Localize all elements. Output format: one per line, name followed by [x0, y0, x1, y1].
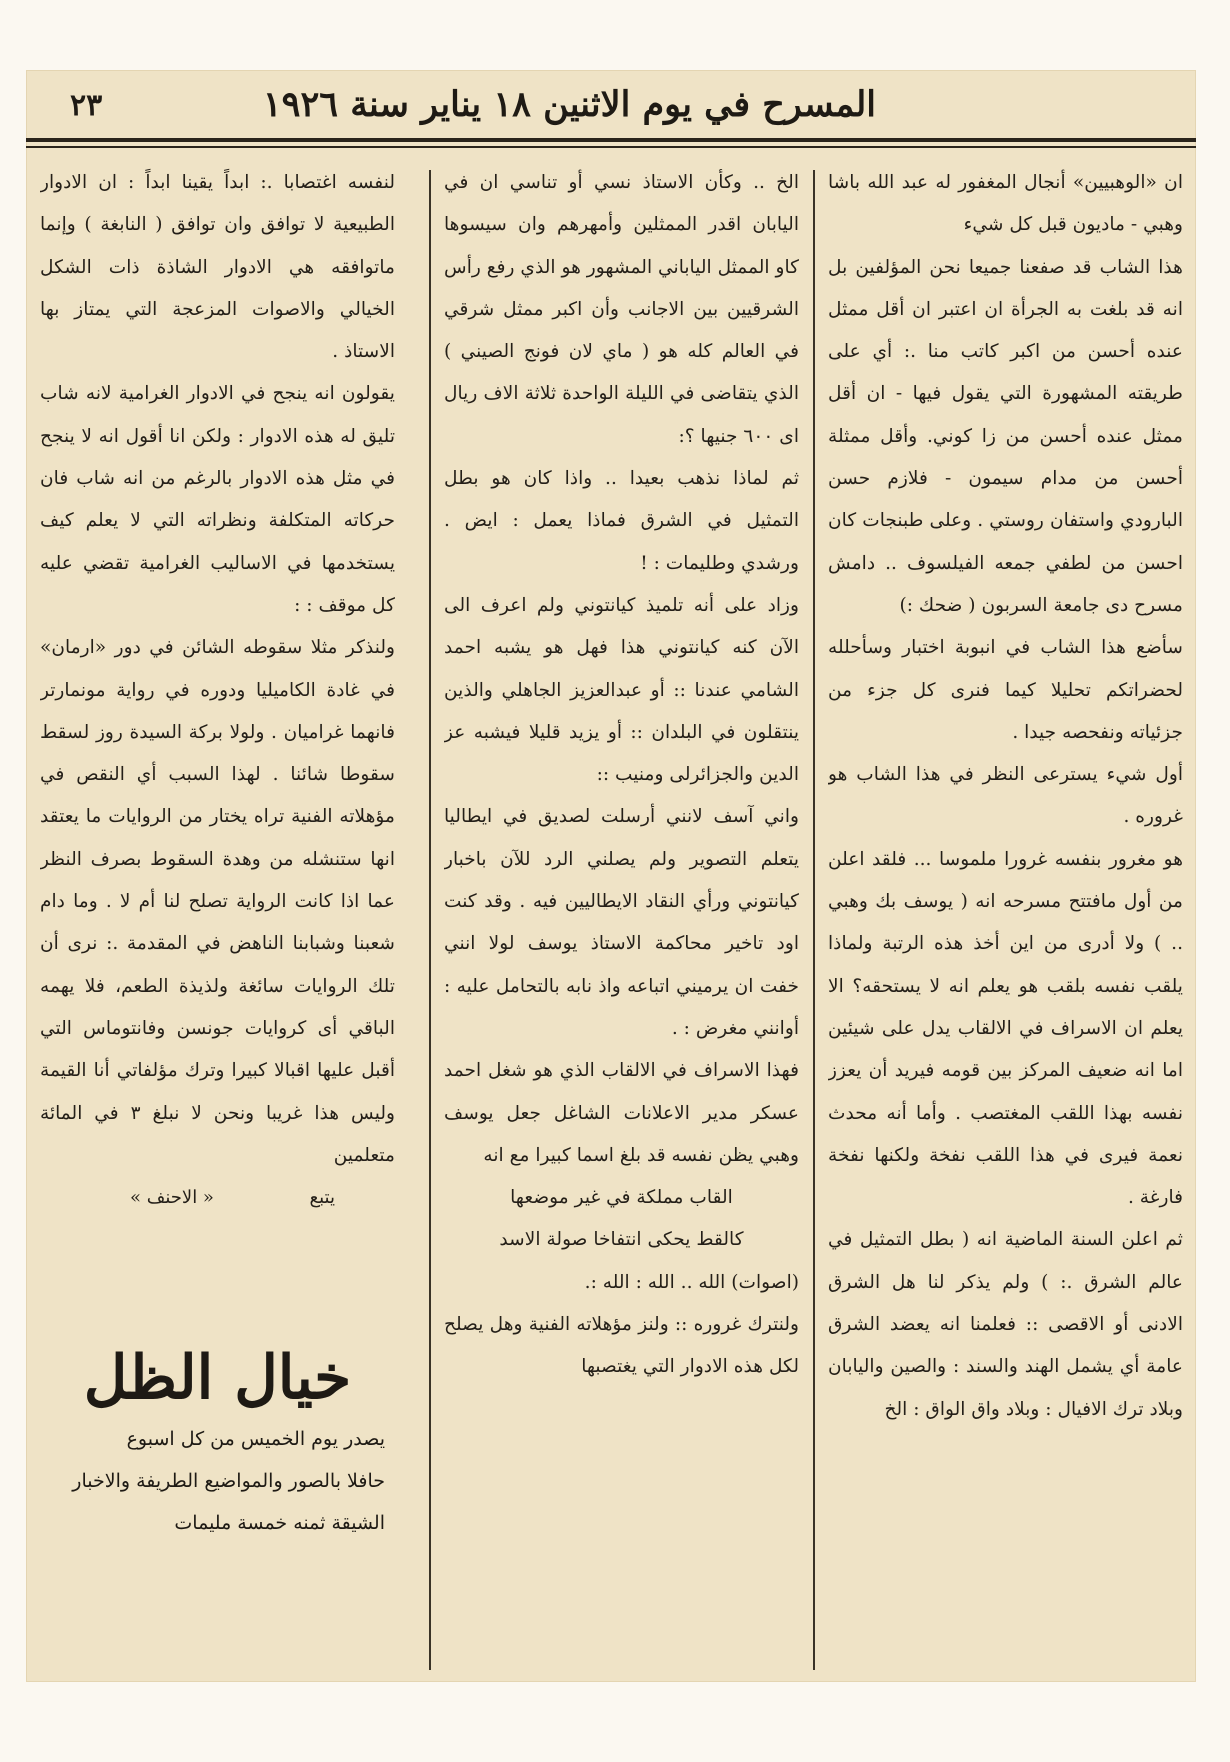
article-column-right [828, 162, 1183, 1672]
article-column-left [40, 162, 395, 1212]
article-footer [40, 1177, 395, 1212]
paragraph: يقولون انه ينجح في الادوار الغرامية لانه شاب تليق له هذه الادوار : ولكن انا أقول انه لا ينجح في مثل هذه الادوار بالرغم من انه شاب فان حركاته المتكلفة ونظراته التي لا يعلم كيف يستخدمها في الاساليب الغرامية تقضي عليه كل موقف : : [40, 383, 395, 616]
continued-label: يتبع [309, 1187, 335, 1209]
paragraph: فهذا الاسراف في الالقاب الذي هو شغل احمد عسكر مدير الاعلانات الشاغل جعل يوسف وهبي يظن نفسه قد بلغ اسما كبيرا مع انه [444, 1060, 799, 1166]
header-rule-thin [26, 146, 1196, 148]
paragraph: هو مغرور بنفسه غرورا ملموسا ... فلقد اعلن من أول مافتتح مسرحه انه ( يوسف بك وهبي .. ) ولا أدرى من اين أخذ هذه الرتبة ولماذا يلقب نفسه بلقب هو يعلم انه لا يستحقه؟ الا يعلم ان الاسراف في الالقاب يدل على شيئين اما انه ضعيف المركز بين قومه فيريد أن يعزز نفسه بهذا اللقب المغتصب . وأما أنه محدث نعمة فيرى في هذا اللقب نفخة ولكنها نفخة فارغة . [828, 848, 1183, 1209]
column-divider [429, 170, 431, 1670]
newspaper-page [26, 70, 1196, 1682]
advert-masthead [40, 1338, 395, 1544]
paragraph: ان «الوهبيين» أنجال المغفور له عبد الله باشا وهبي - ماديون قبل كل شيء [828, 172, 1183, 236]
page-number: ٢٣ [70, 88, 103, 123]
paragraph: (اصوات) الله .. الله : الله :. [584, 1271, 799, 1293]
masthead-line: حافلا بالصور والمواضيع الطريفة والاخبار [72, 1470, 385, 1492]
paragraph: ثم اعلن السنة الماضية انه ( بطل التمثيل في عالم الشرق .: ) ولم يذكر لنا هل الشرق الادنى أو الاقصى :: فعلمنا انه يعضد الشرق عامة أي يشمل الهند والسند : والصين واليابان وبلاد ترك الافيال : وبلاد واق الواق : الخ [828, 1229, 1183, 1420]
masthead-line: يصدر يوم الخميس من كل اسبوع [126, 1428, 385, 1450]
page-title: المسرح في يوم الاثنين ١٨ يناير سنة ١٩٢٦ [262, 84, 876, 125]
paragraph: أول شيء يسترعى النظر في هذا الشاب هو غروره . [828, 764, 1183, 828]
article-column-middle [444, 162, 799, 1672]
header-rule-thick [26, 138, 1196, 142]
paragraph: لنفسه اغتصابا .: ابداً يقينا ابداً : ان الادوار الطبيعية لا توافق وان توافق ( النابغة ) وإنما ماتوافقه هي الادوار الشاذة ذات الشكل الخيالي والاصوات المزعجة التي يمتاز بها الاستاذ . [40, 172, 395, 363]
paragraph: ولنترك غروره :: ولنز مؤهلاته الفنية وهل يصلح لكل هذه الادوار التي يغتصبها [444, 1314, 799, 1378]
paragraph: ولنذكر مثلا سقوطه الشائن في دور «ارمان» في غادة الكاميليا ودوره في رواية مونمارتر فانهما غراميان . ولولا بركة السيدة روز لسقط سقوطا شائنا . لهذا السبب أي النقص في مؤهلاته الفنية تراه يختار من الروايات ما يعتقد انها ستنشله من وهدة السقوط بصرف النظر عما اذا كانت الرواية تصلح لنا أم لا . وما دام شعبنا وشبابنا الناهض في المقدمة .: نرى أن تلك الروايات سائغة ولذيذة الطعم، فلا يهمه الباقي أى كروايات جونسن وفانتوماس التي أقبل عليها اقبالا كبيرا وترك مؤلفاتي أنا القيمة وليس هذا غريبا ونحن لا نبلغ ٣ في المائة متعلمين [40, 637, 395, 1166]
page-header [26, 70, 1196, 140]
paragraph: هذا الشاب قد صفعنا جميعا نحن المؤلفين بل انه قد بلغت به الجرأة ان اعتبر ان أقل ممثل عنده أحسن من اكبر كاتب منا .: أي على طريقته المشهورة التي يقول فيها - ان أقل ممثل عنده أحسن من زا كوني. وأقل ممثلة أحسن من مدام سيمون - فلازم حسن البارودي واستفان روستي . وعلى طبنجات كان احسن من لطفي جمعه الفيلسوف .. دامش مسرح دى جامعة السربون ( ضحك :) [828, 256, 1183, 616]
verse-line: كالقط يحكى انتفاخا صولة الاسد [499, 1229, 744, 1251]
paragraph: واني آسف لانني أرسلت لصديق في ايطاليا يتعلم التصوير ولم يصلني الرد للآن باخبار كيانتوني ورأي النقاد الايطاليين فيه . وقد كنت اود تاخير محاكمة الاستاذ يوسف لولا انني خفت ان يرميني اتباعه واذ نابه بالتحامل عليه : أوانني مغرض : . [444, 806, 799, 1039]
column-divider [813, 170, 815, 1670]
paragraph: ثم لماذا نذهب بعيدا .. واذا كان هو بطل التمثيل في الشرق فماذا يعمل : ايض . ورشدي وطليمات : ! [444, 468, 799, 574]
verse-line: القاب مملكة في غير موضعها [510, 1187, 733, 1209]
masthead-line: الشيقة ثمنه خمسة مليمات [174, 1512, 385, 1534]
paragraph: الخ .. وكأن الاستاذ نسي أو تناسي ان في اليابان اقدر الممثلين وأمهرهم وان سيسوها كاو الممثل الياباني المشهور هو الذي رفع رأس الشرقيين بين الاجانب وأن اكبر ممثل شرقي في العالم كله هو ( ماي لان فونج الصيني ) الذي يتقاضى في الليلة الواحدة ثلاثة الاف ريال اى ٦٠٠ جنيها ؟: [444, 172, 799, 447]
author-signature: « الاحنف » [130, 1187, 214, 1209]
paragraph: سأضع هذا الشاب في انبوبة اختبار وسأحلله لحضراتكم تحليلا كيما فنرى كل جزء من جزئياته ونفحصه جيدا . [828, 637, 1183, 743]
masthead-title: خيال الظل [83, 1343, 352, 1413]
paragraph: وزاد على أنه تلميذ كيانتوني ولم اعرف الى الآن كنه كيانتوني هذا فهل هو يشبه احمد الشامي عندنا :: أو عبدالعزيز الجاهلي والذين ينتقلون في البلدان :: أو يزيد قليلا فيشبه عز الدين والجزائرلى ومنيب :: [444, 594, 799, 786]
